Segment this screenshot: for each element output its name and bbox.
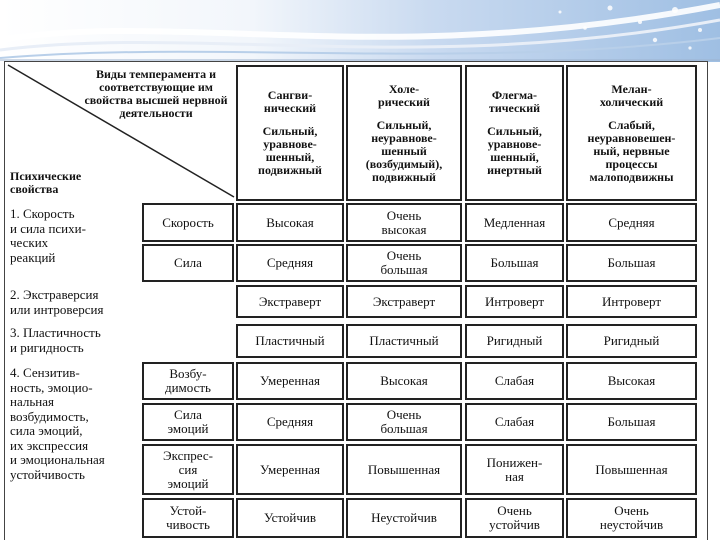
value-cell: Высокая [346, 362, 462, 400]
value-cell: Высокая [236, 203, 344, 242]
type-description: Сильный, уравнове- шенный, подвижный [258, 124, 322, 177]
value-cell: Понижен- ная [465, 444, 564, 495]
value-cell: Экстраверт [346, 285, 462, 318]
value-cell: Средняя [566, 203, 697, 242]
value-cell: Устойчив [236, 498, 344, 538]
swoosh-decoration [0, 0, 720, 62]
type-header-choleric [346, 65, 462, 201]
subprop-speed: Скорость [142, 203, 234, 242]
value-cell: Очень неустойчив [566, 498, 697, 538]
value-cell: Медленная [465, 203, 564, 242]
value-cell: Очень большая [346, 244, 462, 282]
type-description: Слабый, неуравновешен- ный, нервные процессы малоподвижны [587, 117, 676, 184]
value-cell: Очень высокая [346, 203, 462, 242]
value-cell: Средняя [236, 244, 344, 282]
value-cell: Ригидный [566, 324, 697, 358]
value-cell: Неустойчив [346, 498, 462, 538]
value-cell: Очень большая [346, 403, 462, 441]
value-cell: Ригидный [465, 324, 564, 358]
subprop-emotion-strength: Сила эмоций [142, 403, 234, 441]
group-label-sensitivity: 4. Сензитив- ность, эмоцио- нальная возбудимость, сила эмоций, их экспрессия и эмоциональная устойчивость [10, 365, 105, 482]
group-label-extraversion: 2. Экстраверсия или интроверсия [10, 287, 104, 317]
value-cell: Большая [566, 244, 697, 282]
type-description: Сильный, неуравнове- шенный (возбудимый), подвижный [365, 117, 443, 184]
subprop-stability: Устой- чивость [142, 498, 234, 538]
group-label-speed-strength: 1. Скорость и сила психи- ческих реакций [10, 206, 86, 265]
value-cell: Повышенная [346, 444, 462, 495]
group-label-plasticity: 3. Пластичность и ригидность [10, 325, 101, 355]
value-cell: Пластичный [236, 324, 344, 358]
subprop-strength: Сила [142, 244, 234, 282]
value-cell: Интроверт [465, 285, 564, 318]
value-cell: Очень устойчив [465, 498, 564, 538]
subprop-excitability: Возбу- димость [142, 362, 234, 400]
value-cell: Большая [465, 244, 564, 282]
value-cell: Высокая [566, 362, 697, 400]
subprop-expression: Экспрес- сия эмоций [142, 444, 234, 495]
type-header-phlegmatic [465, 65, 564, 201]
decorative-banner [0, 0, 720, 62]
value-cell: Пластичный [346, 324, 462, 358]
type-name: Флегма- тический [488, 88, 541, 115]
value-cell: Умеренная [236, 444, 344, 495]
type-name: Мелан- холический [599, 81, 664, 109]
corner-bottom-label: Психические свойства [10, 169, 82, 196]
type-name: Сангви- нический [263, 88, 317, 115]
value-cell: Интроверт [566, 285, 697, 318]
value-cell: Экстраверт [236, 285, 344, 318]
type-description: Сильный, уравнове- шенный, инертный [487, 124, 542, 177]
type-name: Холе- рический [378, 81, 430, 109]
value-cell: Умеренная [236, 362, 344, 400]
value-cell: Большая [566, 403, 697, 441]
value-cell: Средняя [236, 403, 344, 441]
corner-top-label: Виды темперамента и соответствующие им свойства высшей нервной деятельности [84, 67, 228, 120]
value-cell: Слабая [465, 362, 564, 400]
value-cell: Слабая [465, 403, 564, 441]
value-cell: Повышенная [566, 444, 697, 495]
type-header-melancholic [566, 65, 697, 201]
type-header-sanguine [236, 65, 344, 201]
